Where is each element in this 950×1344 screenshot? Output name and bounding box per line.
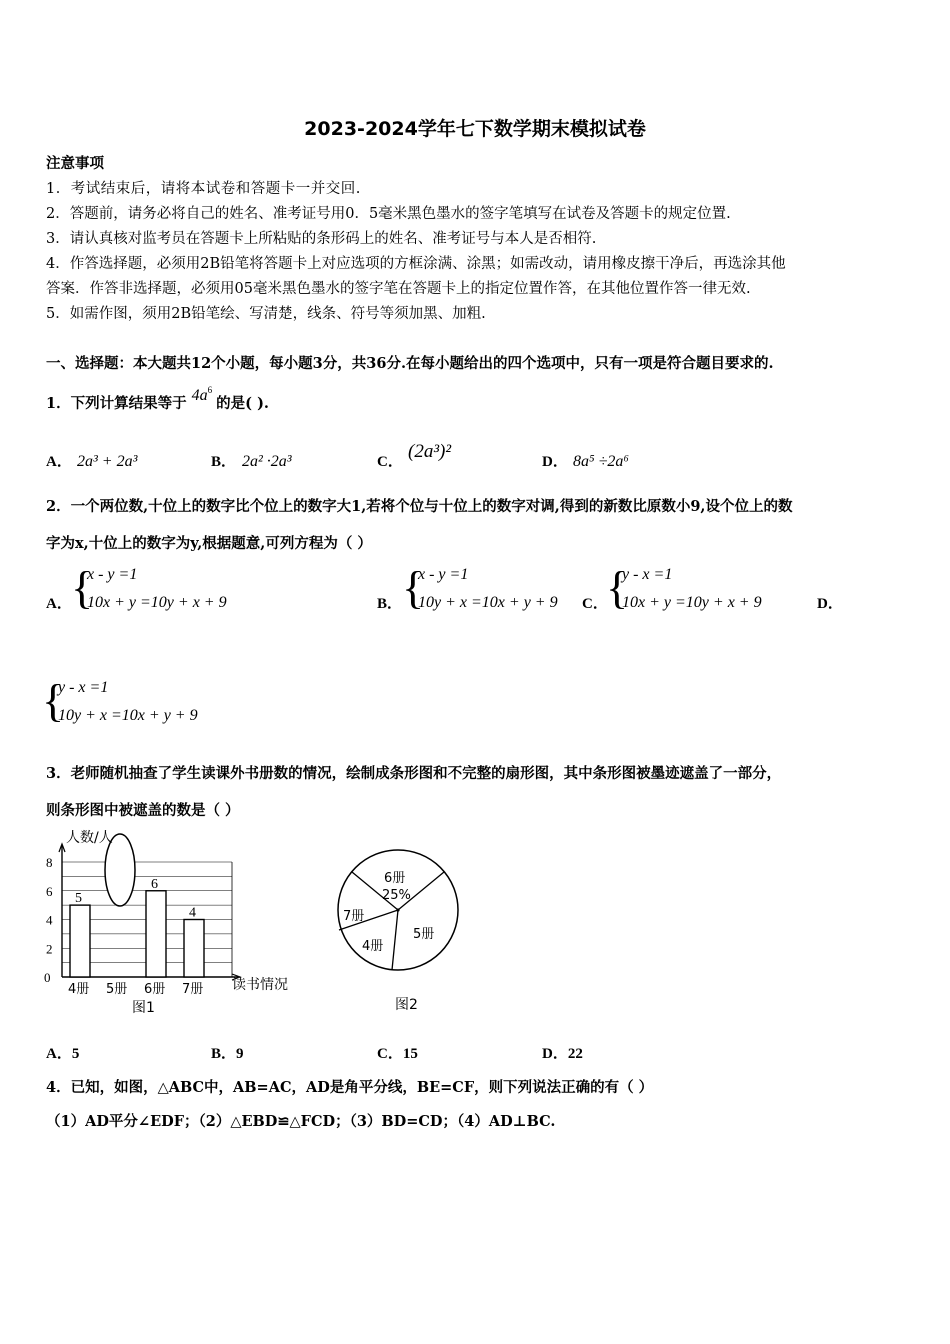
q2-option-d-brace: { bbox=[42, 675, 65, 726]
q3-line2: 则条形图中被遮盖的数是（ ） bbox=[46, 802, 240, 819]
q1-option-b-text: 2a² ·2a³ bbox=[242, 453, 292, 470]
q1-option-d-label[interactable]: D． bbox=[542, 454, 568, 470]
section-heading: 一、选择题：本大题共12个小题，每小题3分，共36分.在每小题给出的四个选项中，只有一项是符合题目要求的. bbox=[46, 355, 774, 372]
q3-option-d-label: D． bbox=[542, 1046, 568, 1062]
q2-option-c-eq1: y - x =1 bbox=[622, 566, 673, 583]
y-tick-label: 4 bbox=[46, 912, 53, 928]
q2-line1: 2．一个两位数,十位上的数字比个位上的数字大1,若将个位与十位上的数字对调,得到的新数比原数小9,设个位上的数 bbox=[46, 498, 793, 515]
bar bbox=[184, 920, 204, 978]
y-tick-label: 0 bbox=[44, 970, 51, 985]
notice-item-4: 4．作答选择题，必须用2B铅笔将答题卡上对应选项的方框涂满、涂黑；如需改动，请用橡皮擦干净后，再选涂其他 bbox=[46, 256, 786, 272]
q3-option-a[interactable] bbox=[46, 1042, 79, 1063]
q1-expression bbox=[192, 387, 217, 404]
q1-option-a-label[interactable]: A． bbox=[46, 454, 72, 470]
q2-option-a-eq1: x - y =1 bbox=[87, 566, 138, 583]
q2-option-a-brace: { bbox=[71, 562, 94, 613]
pie-chart-title: 图2 bbox=[395, 997, 418, 1013]
pie-label-25pct: 25% bbox=[382, 888, 411, 903]
x-tick-label: 7册 bbox=[182, 982, 204, 997]
q2-line2: 字为x,十位上的数字为y,根据题意,可列方程为（ ） bbox=[46, 535, 372, 552]
q2-option-b-eq1: x - y =1 bbox=[418, 566, 469, 583]
q3-option-c-label: C． bbox=[377, 1046, 403, 1062]
x-tick-label: 4册 bbox=[68, 982, 90, 997]
x-tick-label: 6册 bbox=[144, 982, 166, 997]
bar-value-label: 4 bbox=[189, 905, 196, 921]
q1-option-d-text: 8a⁵ ÷2a⁶ bbox=[573, 453, 629, 470]
y-tick-label: 8 bbox=[46, 855, 53, 870]
q2-option-d-system bbox=[58, 674, 198, 730]
notice-item-1: 1．考试结束后，请将本试卷和答题卡一并交回. bbox=[46, 181, 361, 197]
q3-option-b-text: 9 bbox=[236, 1046, 244, 1062]
q2-option-b-system bbox=[418, 561, 558, 617]
q1-option-c-label[interactable]: C． bbox=[377, 454, 403, 470]
q3-option-a-text: 5 bbox=[71, 1046, 80, 1062]
q4-line1: 4．已知，如图，△ABC中，AB=AC，AD是角平分线，BE=CF，则下列说法正确的有（ ） bbox=[46, 1079, 654, 1096]
pie-divider-4 bbox=[392, 910, 398, 970]
pie-label-5: 5册 bbox=[413, 927, 435, 942]
q1-expr-exp: 6 bbox=[207, 385, 213, 395]
q2-option-a-label[interactable]: A． bbox=[46, 596, 72, 612]
bar-chart-ylabel: 人数/人 bbox=[66, 830, 113, 846]
q2-option-d-eq1: y - x =1 bbox=[58, 679, 109, 696]
bar-chart-figure bbox=[40, 822, 310, 1022]
pie-label-6: 6册 bbox=[384, 871, 406, 886]
q1-prefix: 1．下列计算结果等于 bbox=[46, 395, 187, 412]
bar-value-label: 5 bbox=[75, 891, 82, 907]
notice-item-3: 3．请认真核对监考员在答题卡上所粘贴的条形码上的姓名、准考证号与本人是否相符. bbox=[46, 231, 597, 247]
notice-item-2: 2．答题前，请务必将自己的姓名、准考证号用0．5毫米黑色墨水的签字笔填写在试卷及答题卡的规定位置. bbox=[46, 206, 731, 222]
q2-option-b-label[interactable]: B． bbox=[377, 596, 403, 612]
bar-value-label: 6 bbox=[151, 876, 158, 892]
q1-option-a-text: 2a³ + 2a³ bbox=[77, 453, 138, 470]
notice-heading: 注意事项 bbox=[46, 155, 104, 172]
q3-option-d[interactable] bbox=[542, 1042, 583, 1063]
q3-option-a-label: A． bbox=[46, 1046, 72, 1062]
q1-option-c-text: (2a³)² bbox=[408, 441, 452, 462]
bar-chart-xlabel: 读书情况 bbox=[232, 977, 288, 993]
pie-chart-figure bbox=[335, 822, 475, 1022]
q2-option-c-brace: { bbox=[606, 562, 629, 613]
q4-line2: （1）AD平分∠EDF；（2）△EBD≌△FCD；（3）BD=CD；（4）AD⊥BC. bbox=[46, 1113, 556, 1130]
q1-suffix: 的是( ). bbox=[216, 395, 269, 412]
bar bbox=[70, 905, 90, 977]
q1-prompt bbox=[46, 385, 269, 413]
q2-option-a-system bbox=[87, 561, 227, 617]
q3-line1: 3．老师随机抽查了学生读课外书册数的情况，绘制成条形图和不完整的扇形图，其中条形图被墨迹遮盖了一部分， bbox=[46, 765, 782, 782]
q2-option-c-label[interactable]: C． bbox=[582, 596, 608, 612]
y-tick-label: 2 bbox=[46, 941, 53, 957]
q3-option-c[interactable] bbox=[377, 1042, 418, 1063]
pie-label-4: 4册 bbox=[362, 939, 384, 954]
q2-option-b-brace: { bbox=[402, 562, 425, 613]
q1-option-b-label[interactable]: B． bbox=[211, 454, 237, 470]
pie-label-7: 7册 bbox=[343, 909, 365, 924]
bar bbox=[146, 891, 166, 977]
q2-option-d-eq2: 10y + x =10x + y + 9 bbox=[58, 707, 198, 724]
q1-expr-coef: 4a bbox=[191, 387, 208, 404]
page-title: 2023-2024学年七下数学期末模拟试卷 bbox=[304, 118, 646, 140]
notice-item-4-cont: 答案．作答非选择题，必须用05毫米黑色墨水的签字笔在答题卡上的指定位置作答，在其他位置作答一律无效. bbox=[46, 281, 751, 297]
q3-option-c-text: 15 bbox=[402, 1046, 418, 1062]
y-tick-label: 6 bbox=[46, 883, 53, 899]
q3-option-b[interactable] bbox=[211, 1042, 244, 1063]
notice-item-5: 5．如需作图，须用2B铅笔绘、写清楚，线条、符号等须加黑、加粗. bbox=[46, 306, 486, 322]
q3-option-b-label: B． bbox=[211, 1046, 237, 1062]
bar-chart-title: 图1 bbox=[132, 1000, 155, 1016]
q2-option-c-eq2: 10x + y =10y + x + 9 bbox=[622, 594, 762, 611]
q3-option-d-text: 22 bbox=[567, 1046, 583, 1062]
pie-center bbox=[396, 908, 399, 911]
x-tick-label: 5册 bbox=[106, 982, 128, 997]
q2-option-b-eq2: 10y + x =10x + y + 9 bbox=[418, 594, 558, 611]
q2-option-c-system bbox=[622, 561, 762, 617]
q2-option-d-label[interactable]: D． bbox=[817, 596, 843, 612]
q2-option-a-eq2: 10x + y =10y + x + 9 bbox=[87, 594, 227, 611]
